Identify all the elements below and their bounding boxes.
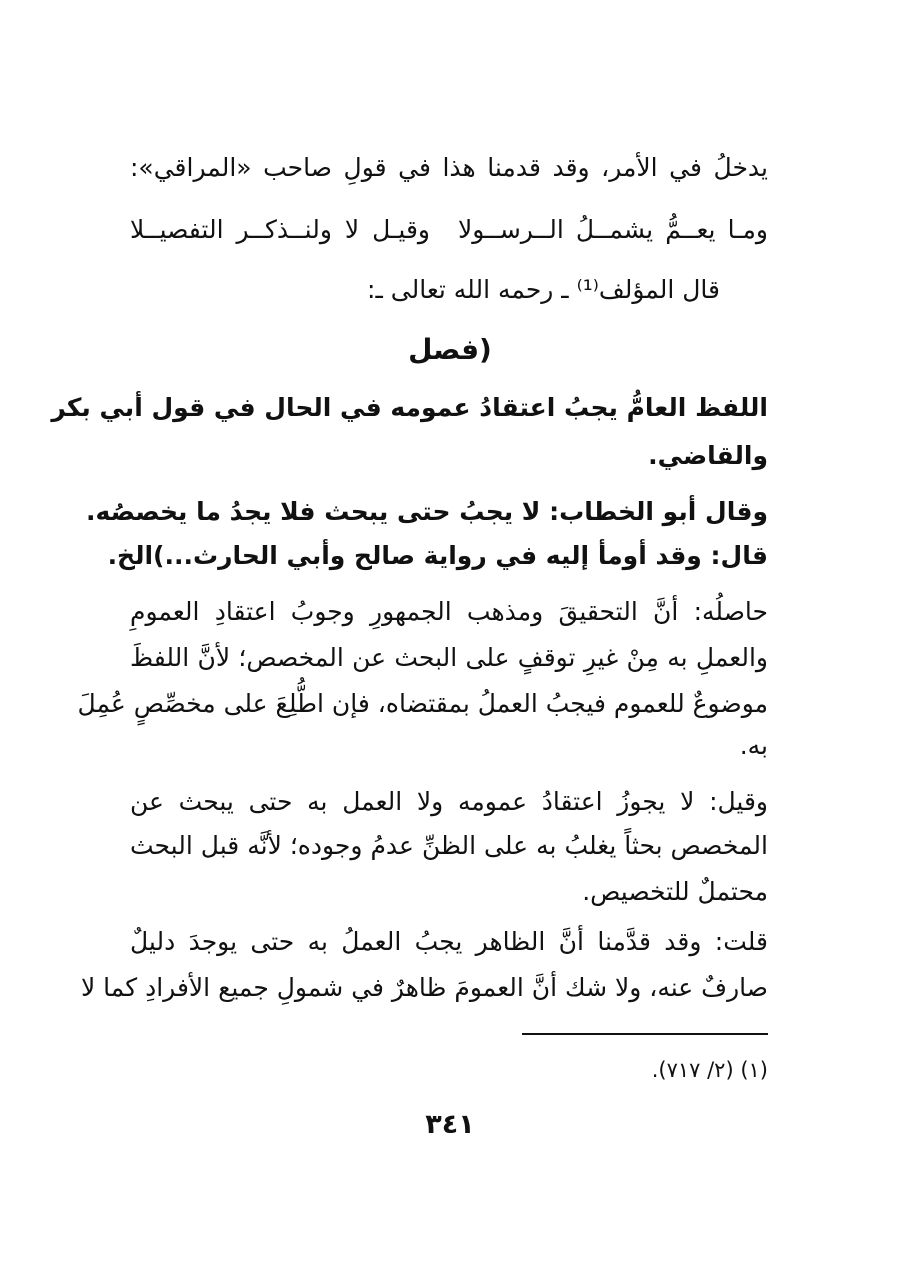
commentary-line: المخصص بحثاً يغلبُ به على الظنِّ عدمُ وجوده؛ لأنَّه قبل البحث	[130, 831, 768, 860]
footnote: (١) (٢/ ٧١٧).	[651, 1058, 768, 1082]
matn-line: وقال أبو الخطاب: لا يجبُ حتى يبحث فلا يجدُ ما يخصصُه.	[86, 497, 768, 526]
matn-line: اللفظ العامُّ يجبُ اعتقادُ عمومه في الحال في قول أبي بكر	[51, 393, 768, 422]
commentary-line: موضوعٌ للعموم فيجبُ العملُ بمقتضاه، فإن اطُّلِعَ على مخصِّصٍ عُمِلَ	[77, 689, 768, 718]
section-heading: (فصل	[408, 333, 492, 366]
footnote-separator	[522, 1033, 768, 1035]
matn-line: قال: وقد أومأ إليه في رواية صالح وأبي الحارث...)الخ.	[107, 541, 768, 570]
verse-second-hemistich: وقيـل لا ولنــذكــر التفصيــلا	[130, 215, 430, 244]
verse-first-hemistich: ومـا يعــمُّ يشمــلُ الــرســولا	[458, 215, 768, 244]
commentary-line: محتملٌ للتخصيص.	[582, 877, 768, 906]
intro-line: يدخلُ في الأمر، وقد قدمنا هذا في قولِ صاحب «المراقي»:	[130, 153, 768, 182]
poetry-verse	[130, 208, 768, 252]
commentary-line: قلت: وقد قدَّمنا أنَّ الظاهر يجبُ العملُ به حتى يوجدَ دليلٌ	[130, 927, 768, 956]
page-number: ٣٤١	[425, 1109, 475, 1140]
author-note: قال المؤلف⁽¹⁾ ـ رحمه الله تعالى ـ:	[367, 275, 720, 304]
commentary-line: والعملِ به مِنْ غيرِ توقفٍ على البحث عن المخصص؛ لأنَّ اللفظَ	[130, 643, 768, 672]
matn-line: والقاضي.	[648, 441, 768, 470]
commentary-line: وقيل: لا يجوزُ اعتقادُ عمومه ولا العمل به حتى يبحث عن	[130, 787, 768, 816]
commentary-line: حاصلُه: أنَّ التحقيقَ ومذهب الجمهورِ وجوبُ اعتقادِ العمومِ	[130, 597, 768, 626]
commentary-line: صارفٌ عنه، ولا شك أنَّ العمومَ ظاهرٌ في شمولِ جميع الأفرادِ كما لا	[80, 973, 768, 1002]
commentary-line: به.	[739, 731, 768, 760]
